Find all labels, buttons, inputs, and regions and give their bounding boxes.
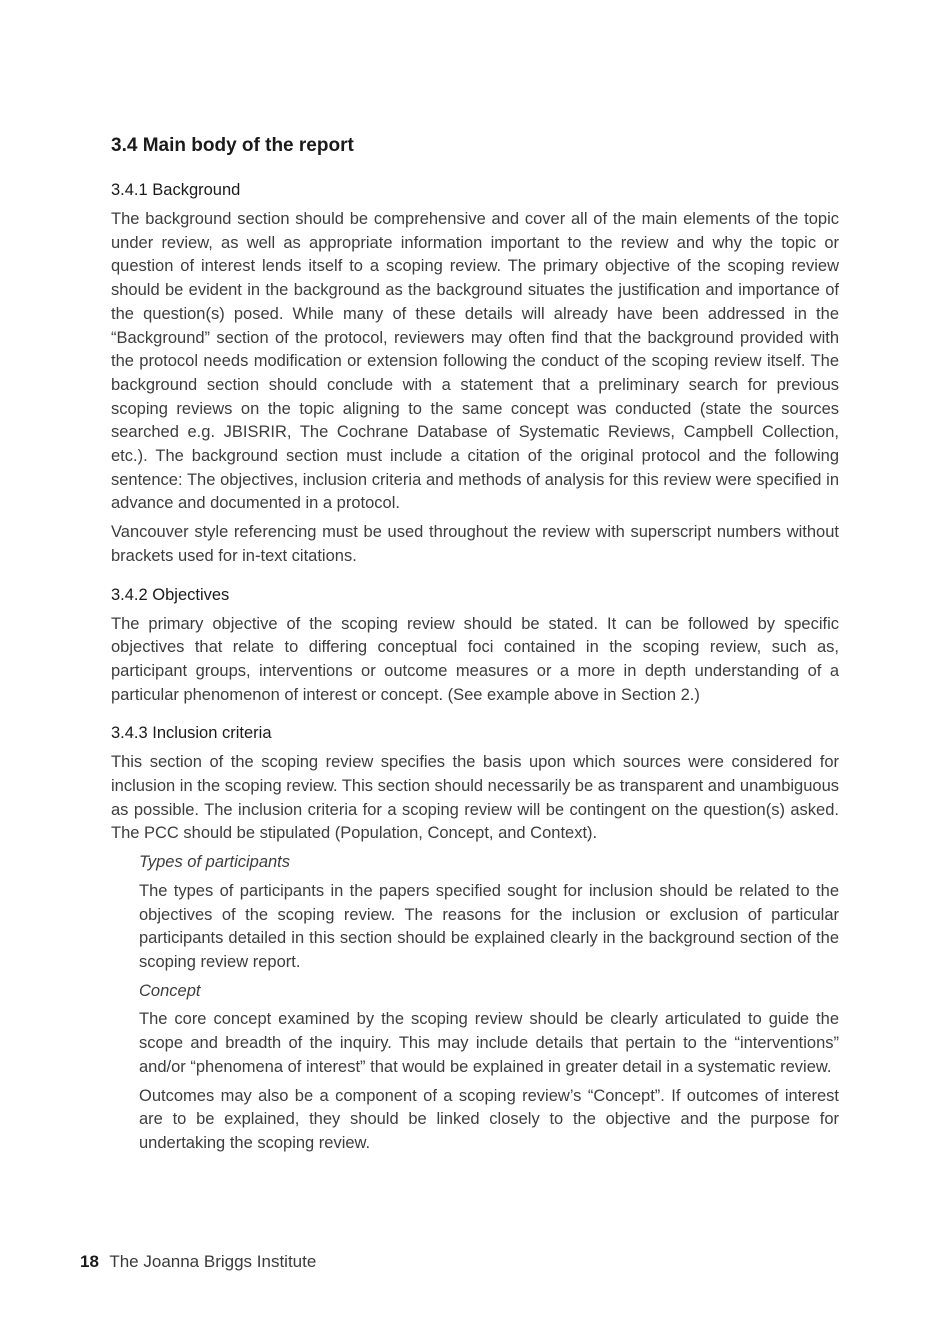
concept-paragraph: The core concept examined by the scoping review should be clearly articulated to guide the scope and breadth of the inquiry. This may include details that pertain to the “interventions” and/or “phenomena of interest” that would be explained in greater detail in a systematic review.	[139, 1010, 839, 1076]
inclusion-criteria-heading: 3.4.3 Inclusion criteria	[111, 724, 272, 743]
background-paragraph: Vancouver style referencing must be used throughout the review with superscript numbers without brackets used for in-text citations.	[111, 523, 839, 565]
objectives-section	[111, 583, 839, 708]
objectives-paragraph: The primary objective of the scoping review should be stated. It can be followed by specific objectives that relate to differing conceptual foci contained in the scoping review, such as, participant groups, interventions or outcome measures or a more in depth understanding of a particular phenomenon of interest or concept. (See example above in Section 2.)	[111, 614, 839, 704]
objectives-heading: 3.4.2 Objectives	[111, 585, 230, 604]
page-content	[111, 132, 839, 1170]
section-title: 3.4 Main body of the report	[111, 135, 354, 156]
inclusion-criteria-section	[111, 721, 839, 1155]
publisher-name: The Joanna Briggs Institute	[109, 1252, 317, 1271]
inclusion-criteria-paragraph: This section of the scoping review specifies the basis upon which sources were considered for inclusion in the scoping review. This section should necessarily be as transparent and unambiguous as possible. The inclusion criteria for a scoping review will be contingent on the question(s) asked. The PCC should be stipulated (Population, Concept, and Context).	[111, 753, 839, 843]
concept-paragraph: Outcomes may also be a component of a scoping review’s “Concept”. If outcomes of interest are to be explained, they should be linked closely to the objective and the purpose for undertaking the scoping review.	[139, 1086, 839, 1152]
types-of-participants-paragraph: The types of participants in the papers specified sought for inclusion should be related to the objectives of the scoping review. The reasons for the inclusion or exclusion of particular participants detailed in this section should be explained clearly in the background section of the scoping review report.	[139, 881, 839, 971]
concept-label: Concept	[139, 981, 201, 1000]
page-number: 18	[80, 1252, 99, 1271]
page-footer	[80, 1250, 316, 1274]
background-section	[111, 178, 839, 569]
concept-subsection	[139, 980, 839, 1156]
background-heading: 3.4.1 Background	[111, 181, 241, 199]
background-paragraph: The background section should be comprehensive and cover all of the main elements of the topic under review, as well as appropriate information important to the review and why the topic or question of interest lends itself to a scoping review. The primary objective of the scoping review should be evident in the background as the background situates the justification and importance of the question(s) posed. While many of these details will already have been addressed in the “Background” section of the protocol, reviewers may often find that the background provided with the protocol needs modification or extension following the conduct of the scoping review itself. The background section should conclude with a statement that a preliminary search for previous scoping reviews on the topic aligning to the same concept was conducted (state the sources searched e.g. JBISRIR, The Cochrane Database of Systematic Reviews, Campbell Collection, etc.). The background section must include a citation of the original protocol and the following sentence: The objectives, inclusion criteria and methods of analysis for this review were specified in advance and documented in a protocol.	[111, 210, 839, 513]
types-of-participants-subsection	[139, 851, 839, 975]
types-of-participants-label: Types of participants	[139, 853, 291, 872]
